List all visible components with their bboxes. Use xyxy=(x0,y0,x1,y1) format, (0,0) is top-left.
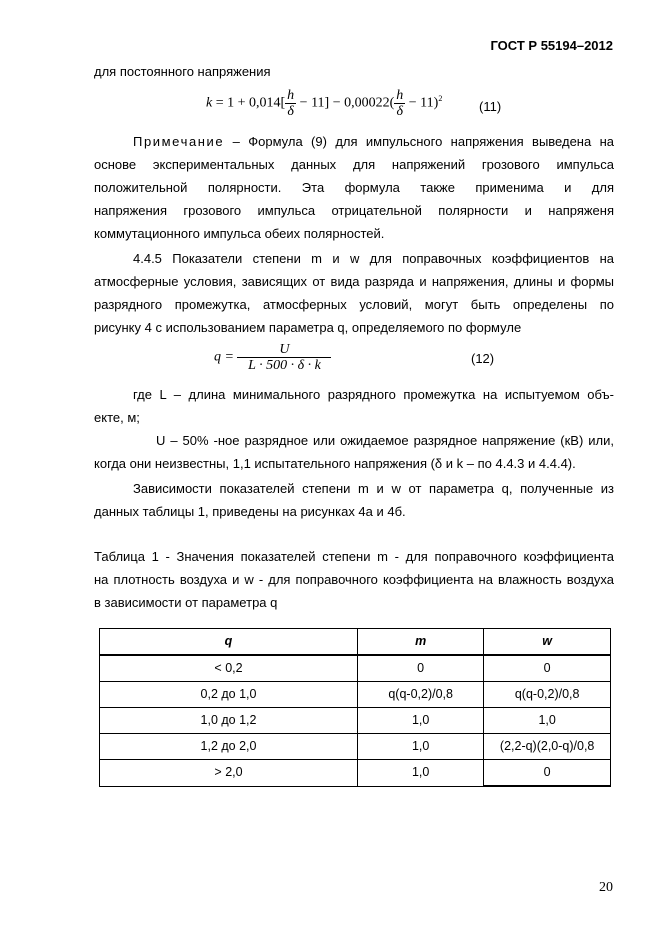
formula-11-exponent: 2 xyxy=(438,94,443,104)
table-cell-w: 1,0 xyxy=(484,708,611,734)
intro-line: для постоянного напряжения xyxy=(94,64,271,79)
note-label: Примечание xyxy=(133,134,225,149)
table-cell-m: 0 xyxy=(358,655,484,682)
formula-11-part2: − 11] − 0,00022( xyxy=(296,95,395,111)
table-cell-m: 1,0 xyxy=(358,734,484,760)
formula-12-number: (12) xyxy=(471,351,495,366)
table-cell-q: 1,2 до 2,0 xyxy=(100,734,358,760)
table-row xyxy=(100,708,611,734)
table-cell-q: < 0,2 xyxy=(100,655,358,682)
table-header-w: w xyxy=(484,629,611,656)
formula-11-part1: = 1 + 0,014[ xyxy=(212,95,286,111)
para-445-line-1: 4.4.5 Показатели степени m и w для поправочных коэффициентов на xyxy=(133,251,614,266)
table-row xyxy=(100,655,611,682)
formula-11 xyxy=(206,88,442,119)
note-line-5: коммутационного импульса обеих полярностей. xyxy=(94,226,385,241)
table-cell-q: > 2,0 xyxy=(100,760,358,787)
note-line-1: Примечание – Формула (9) для импульсного напряжения выведена на xyxy=(133,134,614,149)
formula-11-frac2-den: δ xyxy=(396,104,404,119)
formula-12-denominator: L · 500 · δ · k xyxy=(248,358,321,373)
para-445-line-2: атмосферные условия, зависящих от вида разряда и напряжения, длины и формы xyxy=(94,274,614,289)
table-row xyxy=(100,734,611,760)
formula-11-frac2-num: h xyxy=(396,88,404,103)
table-row xyxy=(100,760,611,787)
where-line-2: екте, м; xyxy=(94,410,140,425)
table-cell-q: 0,2 до 1,0 xyxy=(100,682,358,708)
table-cell-w: 0 xyxy=(484,655,611,682)
formula-11-frac1-num: h xyxy=(287,88,295,103)
note-line-3: положительной полярности. Эта формула также применима и для xyxy=(94,180,614,195)
formula-12-q: q = xyxy=(214,349,238,365)
document-code: ГОСТ Р 55194–2012 xyxy=(490,38,613,53)
para-445-line-4: рисунку 4 с использованием параметра q, определяемого по формуле xyxy=(94,320,522,335)
formula-11-frac1 xyxy=(285,88,296,119)
page-number: 20 xyxy=(599,880,613,895)
table-row xyxy=(100,682,611,708)
table-cell-w: (2,2-q)(2,0-q)/0,8 xyxy=(484,734,611,760)
table-caption-line-2: на плотность воздуха и w - для поправочного коэффициента на влажность воздуха xyxy=(94,572,614,587)
table-header-m: m xyxy=(358,629,484,656)
formula-11-k: k xyxy=(206,95,213,111)
formula-12 xyxy=(214,342,331,373)
table-caption-line-1: Таблица 1 - Значения показателей степени m - для поправочного коэффициента xyxy=(94,549,614,564)
dependence-line-2: данных таблицы 1, приведены на рисунках 4а и 4б. xyxy=(94,504,406,519)
formula-12-frac xyxy=(237,342,331,373)
formula-11-number: (11) xyxy=(479,99,502,114)
formula-11-frac1-den: δ xyxy=(287,104,294,119)
table-cell-w: 0 xyxy=(484,760,611,787)
note-line-2: основе экспериментальных данных для напряжений грозового импульса xyxy=(94,157,614,172)
table-caption-line-3: в зависимости от параметра q xyxy=(94,595,278,610)
where-line-1: где L – длина минимального разрядного промежутка на испытуемом объ- xyxy=(133,387,614,402)
table-header-q: q xyxy=(100,629,358,656)
table-cell-q: 1,0 до 1,2 xyxy=(100,708,358,734)
table-cell-m: 1,0 xyxy=(358,708,484,734)
para-445-line-3: разрядного промежутка, атмосферных условий, могут быть определены по xyxy=(94,297,614,312)
table-cell-m: q(q-0,2)/0,8 xyxy=(358,682,484,708)
formula-11-part3: − 11) xyxy=(405,95,439,111)
table-cell-m: 1,0 xyxy=(358,760,484,787)
table-header-row xyxy=(100,629,611,656)
note-line-4: напряжения грозового импульса отрицательной полярности и напряженя xyxy=(94,203,614,218)
table-1 xyxy=(99,628,611,787)
formula-12-numerator: U xyxy=(237,342,331,358)
where-line-4: когда они неизвестны, 1,1 испытательного напряжения (δ и k – по 4.4.3 и 4.4.4). xyxy=(94,456,576,471)
formula-11-frac2 xyxy=(394,88,405,119)
table-cell-w: q(q-0,2)/0,8 xyxy=(484,682,611,708)
dependence-line-1: Зависимости показателей степени m и w от параметра q, полученные из xyxy=(133,481,614,496)
where-line-3: U – 50% -ное разрядное или ожидаемое разрядное напряжение (кВ) или, xyxy=(156,433,614,448)
